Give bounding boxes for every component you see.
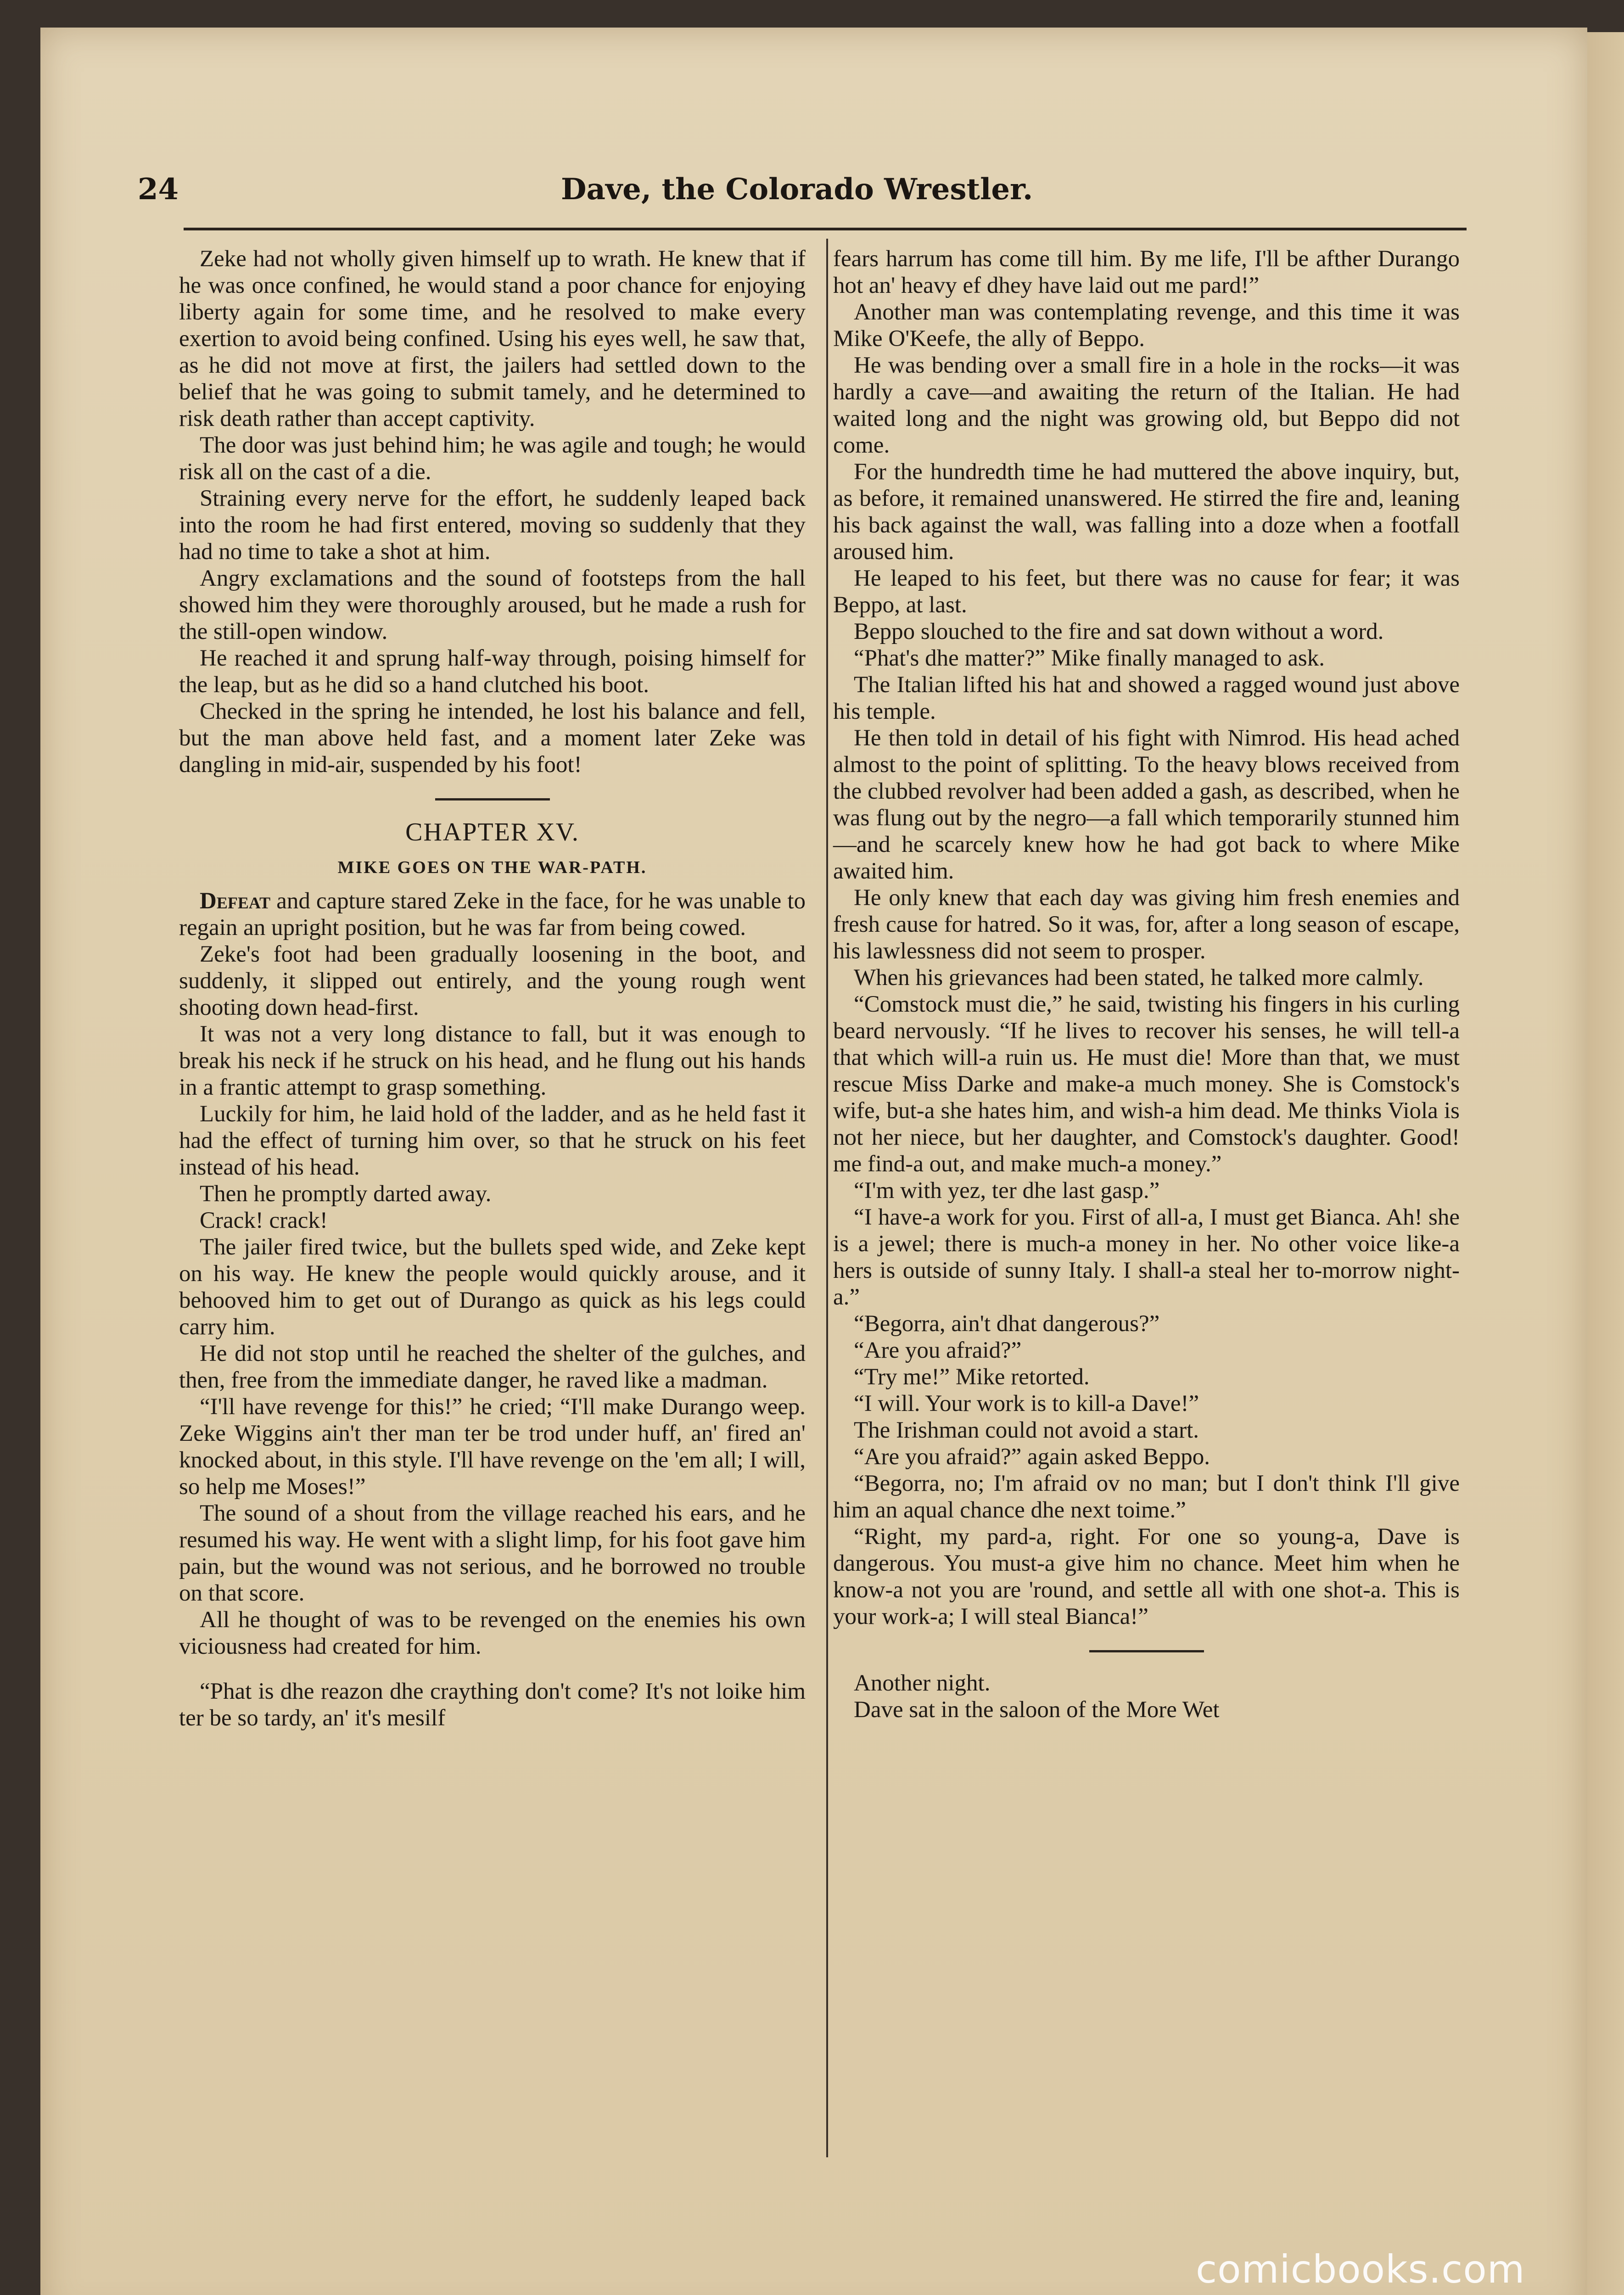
paragraph: All he thought of was to be revenged on the enemies his own viciousness had created for him. (179, 1607, 806, 1659)
paragraph: He reached it and sprung half-way through, poising himself for the leap, but as he did so a hand clutched his boot. (179, 645, 806, 698)
header-rule (184, 228, 1467, 230)
paragraph: He did not stop until he reached the shelter of the gulches, and then, free from the immediate danger, he raved like a madman. (179, 1341, 806, 1393)
chapter-first-paragraph (179, 888, 806, 941)
paragraph: “I have-a work for you. First of all-a, I must get Bianca. Ah! she is a jewel; there is much-a money in her. No other voice like-a hers is outside of sunny Italy. I shall-a steal her to-morrow night-a.” (833, 1204, 1460, 1310)
paragraph: “Comstock must die,” he said, twisting his fingers in his curling beard nervously. “If he lives to recover his senses, he will tell-a that which will-a ruin us. He must die! More than that, we must rescue Miss Darke and make-a much money. She is Comstock's wife, but-a she hates him, and wish-a him dead. Me thinks Viola is not her niece, but her daughter, and Comstock's daughter. Good! me find-a out, and make much-a money.” (833, 991, 1460, 1177)
right-column (833, 246, 1460, 1723)
chapter-subtitle: MIKE GOES ON THE WAR-PATH. (337, 858, 647, 877)
paragraph: Crack! crack! (200, 1208, 328, 1233)
paragraph: “Right, my pard-a, right. For one so young-a, Dave is dangerous. You must-a give him no chance. Meet him when he know-a not you are 'round, and settle all with one shot-a. This is your work-a; I will steal Bianca!” (833, 1524, 1460, 1629)
paragraph: It was not a very long distance to fall, but it was enough to break his neck if he struck on his head, and he flung out his hands in a frantic attempt to grasp something. (179, 1021, 806, 1100)
paragraph: “Are you afraid?” again asked Beppo. (854, 1444, 1210, 1470)
paragraph: fears harrum has come till him. By me life, I'll be afther Durango hot an' heavy ef dhey have laid out me pard!” (833, 246, 1460, 298)
paragraph: Zeke had not wholly given himself up to wrath. He knew that if he was once confined, he would stand a poor chance for enjoying liberty again for some time, and he resolved to make every exertion to avoid being confined. Using his eyes well, he saw that, as he did not move at first, the jailers had settled down to the belief that he was going to submit tamely, and he determined to risk death rather than accept captivity. (179, 246, 806, 431)
paragraph: For the hundredth time he had muttered the above inquiry, but, as before, it remained unanswered. He stirred the fire and, leaning his back against the wall, was falling into a doze when a footfall aroused him. (833, 459, 1460, 565)
paragraph: He was bending over a small fire in a hole in the rocks—it was hardly a cave—and awaiting the return of the Italian. He had waited long and the night was growing old, but Beppo did not come. (833, 353, 1460, 458)
paragraph: “Phat's dhe matter?” Mike finally managed to ask. (854, 645, 1325, 671)
paragraph: “Begorra, no; I'm afraid ov no man; but I don't think I'll give him an aqual chance dhe next toime.” (833, 1471, 1460, 1523)
paragraph: He leaped to his feet, but there was no cause for fear; it was Beppo, at last. (833, 565, 1460, 618)
section-gap (179, 1660, 806, 1678)
paragraph: Straining every nerve for the effort, he suddenly leaped back into the room he had first entered, moving so suddenly that they had no time to take a shot at him. (179, 486, 806, 565)
paragraph: “Are you afraid?” (854, 1338, 1022, 1363)
section-rule (1089, 1650, 1204, 1652)
paragraph: Another man was contemplating revenge, and this time it was Mike O'Keefe, the ally of Beppo. (833, 299, 1460, 352)
paragraph: Zeke's foot had been gradually loosening in the boot, and suddenly, it slipped out entirely, and the young rough went shooting down head-first. (179, 941, 806, 1020)
paragraph: The Irishman could not avoid a start. (854, 1417, 1199, 1443)
paragraph: Then he promptly darted away. (200, 1181, 492, 1207)
paragraph: Angry exclamations and the sound of footsteps from the hall showed him they were thoroughly aroused, but he made a rush for the still-open window. (179, 565, 806, 644)
left-column (179, 246, 806, 1731)
paragraph: “Phat is dhe reazon dhe craything don't come? It's not loike him ter be so tardy, an' it's mesilf (179, 1679, 806, 1731)
paragraph: The Italian lifted his hat and showed a ragged wound just above his temple. (833, 672, 1460, 724)
column-divider (826, 239, 828, 2157)
chapter-title: CHAPTER XV. (405, 818, 579, 846)
paragraph: He only knew that each day was giving him fresh enemies and fresh cause for hatred. So it was, for, after a long season of escape, his lawlessness did not seem to prosper. (833, 885, 1460, 964)
chapter-lead-word: Defeat (200, 888, 271, 914)
chapter-rule (435, 798, 550, 800)
paragraph: He then told in detail of his fight with Nimrod. His head ached almost to the point of splitting. To the heavy blows received from the clubbed revolver had been added a gash, as described, when he was flung out by the negro—a fall which temporarily stunned him—and he scarcely knew how he had got back to where Mike awaited him. (833, 725, 1460, 884)
chapter-first-paragraph-text: and capture stared Zeke in the face, for he was unable to regain an upright position, but he was far from being cowed. (179, 888, 806, 940)
paragraph: Another night. (854, 1670, 991, 1696)
paragraph: “I'll have revenge for this!” he cried; “I'll make Durango weep. Zeke Wiggins ain't ther man ter be trod under huff, an' fired an' knocked about, in this style. I'll have revenge on the 'em all; I will, so help me Moses!” (179, 1394, 806, 1500)
paragraph: When his grievances had been stated, he talked more calmly. (854, 965, 1424, 991)
paragraph: The jailer fired twice, but the bullets sped wide, and Zeke kept on his way. He knew the people would quickly arouse, and it behooved him to get out of Durango as quick as his legs could carry him. (179, 1234, 806, 1340)
paragraph: “I'm with yez, ter dhe last gasp.” (854, 1178, 1160, 1203)
paragraph: Checked in the spring he intended, he lost his balance and fell, but the man above held fast, and a moment later Zeke was dangling in mid-air, suspended by his foot! (179, 699, 806, 778)
watermark-logo: comicbooks.com (1196, 2247, 1525, 2292)
paragraph: “Try me!” Mike retorted. (854, 1364, 1090, 1390)
paragraph: “I will. Your work is to kill-a Dave!” (854, 1391, 1199, 1416)
paragraph: Luckily for him, he laid hold of the ladder, and as he held fast it had the effect of turning him over, so that he struck on his feet instead of his head. (179, 1101, 806, 1180)
paragraph: Dave sat in the saloon of the More Wet (854, 1697, 1220, 1723)
paragraph: Beppo slouched to the fire and sat down without a word. (854, 619, 1384, 644)
paragraph: The sound of a shout from the village reached his ears, and he resumed his way. He went with a slight limp, for his foot gave him pain, but the wound was not serious, and he borrowed no trouble on that score. (179, 1500, 806, 1606)
paragraph: “Begorra, ain't dhat dangerous?” (854, 1311, 1160, 1337)
page-number: 24 (138, 172, 179, 207)
paragraph: The door was just behind him; he was agile and tough; he would risk all on the cast of a die. (179, 432, 806, 485)
running-title: Dave, the Colorado Wrestler. (561, 172, 1033, 207)
